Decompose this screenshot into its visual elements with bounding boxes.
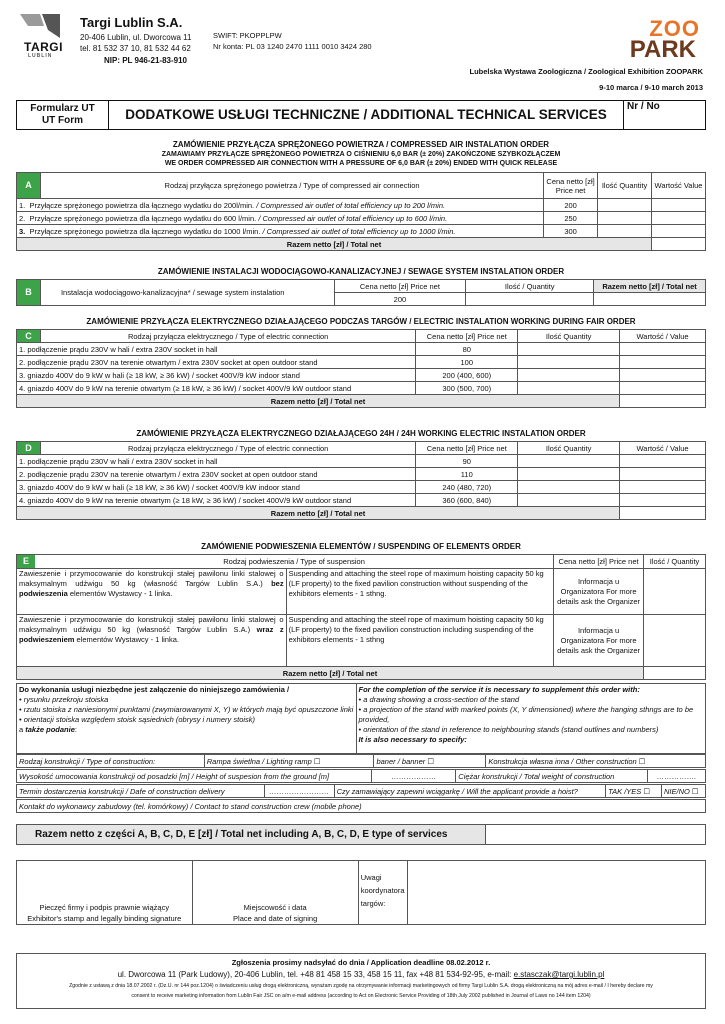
- section-d-col-value: Wartość / Value: [620, 442, 706, 455]
- footer-contact: [16, 970, 706, 979]
- section-a-subtitle-en: WE ORDER COMPRESSED AIR CONNECTION WITH A PRESSURE OF 6,0 BAR (± 20%) ENDED WITH QUICK RELEASE: [164, 160, 558, 167]
- signature-table: [16, 860, 706, 925]
- section-b-letter: B: [17, 280, 41, 306]
- row-text-pl: [17, 615, 287, 667]
- stamp-label-en: Exhibitor's stamp and legally binding signature: [27, 914, 182, 923]
- qty-input[interactable]: [518, 455, 620, 468]
- section-c-table: [16, 329, 706, 408]
- requirement-item: • rzutu stoiska z naniesionymi punktami (zwymiarowanymi X, Y) w których mają być opuszczone linki: [19, 705, 354, 714]
- section-e-title: [16, 542, 706, 551]
- row-price: 80: [416, 343, 518, 356]
- row-text: 1. podłączenie prądu 230V w hali / extra 230V socket in hall: [17, 343, 416, 356]
- pl-also-a: a: [19, 725, 26, 734]
- section-e-col-price: Cena netto [zł] Price net: [554, 555, 644, 569]
- qty-input[interactable]: [644, 569, 706, 615]
- construction-type-label: Rodzaj konstrukcji / Type of construction:: [17, 755, 205, 768]
- value-input[interactable]: [652, 225, 706, 238]
- requirement-item-text: rysunku przekroju stoiska: [23, 695, 109, 704]
- section-a-title: ZAMÓWIENIE PRZYŁĄCZA SPRĘŻONEGO POWIETRZA / COMPRESSED AIR INSTALATION ORDER: [172, 140, 550, 149]
- section-d-col-type: Rodzaj przyłącza elektrycznego / Type of electric connection: [40, 442, 415, 455]
- row-price: 250: [544, 212, 598, 225]
- section-d-col-qty: Ilość Quantity: [518, 442, 620, 455]
- value-input[interactable]: [620, 369, 706, 382]
- table-row: [17, 481, 706, 494]
- section-c-total-input[interactable]: [620, 395, 706, 408]
- delivery-term-label: Termin dostarczenia konstrukcji / Dafe of construction delivery: [17, 785, 265, 798]
- bank-account: Nr konta: PL 03 1240 2470 1111 0010 3424 280: [213, 42, 372, 51]
- section-b-title: ZAMÓWIENIE INSTALACJI WODOCIĄGOWO-KANALIZACYJNEJ / SEWAGE SYSTEM INSTALATION ORDER: [157, 267, 565, 276]
- exhibition-name: Lubelska Wystawa Zoologiczna / Zoological Exhibition ZOOPARK: [469, 67, 703, 76]
- coordinator-label-3: targów:: [360, 899, 386, 908]
- company-name: Targi Lublin S.A.: [80, 15, 183, 30]
- pl-also-c: :: [74, 725, 77, 734]
- row-price: 110: [416, 468, 518, 481]
- qty-input[interactable]: [518, 343, 620, 356]
- place-label-pl: Miejscowość i data: [243, 903, 307, 912]
- qty-input[interactable]: [518, 382, 620, 395]
- footer-deadline: Zgłoszenia prosimy nadsyłać do dnia / Application deadline 08.02.2012 r.: [231, 958, 491, 967]
- form-label-en: UT Form: [41, 115, 84, 126]
- company-phone: tel. 81 532 37 10, 81 532 44 62: [80, 44, 191, 53]
- row-text-pl: [17, 569, 287, 615]
- delivery-term-input[interactable]: ……………………: [264, 785, 334, 798]
- section-b-col-total: Razem netto [zł] / Total net: [594, 280, 706, 293]
- row-text-pl-c: elementów Wystawcy - 1 linka.: [67, 589, 173, 598]
- row-text: 3. gniazdo 400V do 9 kW w hali (≥ 18 kW, ≥ 36 kW) / socket 400V/9 kW indoor stand: [17, 369, 416, 382]
- row-price: 90: [416, 455, 518, 468]
- row-text-pl: Przyłącze sprężonego powietrza dla łącznego wydatku do 200l/min.: [29, 200, 255, 210]
- row-number: 2.: [19, 213, 26, 223]
- hoist-label: Czy zamawiający zapewni wciągarkę / Will the applicant provide a hoist?: [334, 785, 606, 798]
- section-e-total-label: Razem netto [zł] / Total net: [17, 667, 644, 680]
- requirement-item: • rysunku przekroju stoiska: [19, 695, 109, 704]
- section-b-col-qty: Ilość / Quantity: [466, 280, 594, 293]
- qty-input[interactable]: [598, 212, 652, 225]
- requirements-pl: [17, 684, 357, 754]
- section-e-title-pl: ZAMÓWIENIE PODWIESZENIA ELEMENTÓW /: [201, 542, 378, 551]
- row-text-pl: Przyłącze sprężonego powietrza dla łącznego wydatku do 1000 l/min.: [29, 226, 261, 236]
- summary-total-input[interactable]: [486, 825, 706, 845]
- section-d-table: [16, 441, 706, 520]
- row-text-en: / Compressed air outlet of total efficiency up to 600 l/min.: [256, 213, 448, 223]
- requirement-item: • a projection of the stand with marked points (X, Y dimensioned) where the hanging sthngs are to be provided,: [358, 705, 694, 724]
- form-title: DODATKOWE USŁUGI TECHNICZNE / ADDITIONAL TECHNICAL SERVICES: [125, 107, 607, 122]
- table-row: [17, 615, 706, 667]
- weight-input[interactable]: …………….: [648, 770, 706, 783]
- zoopark-logo-bottom: PARK: [629, 36, 696, 63]
- row-price: 200 (400, 600): [416, 369, 518, 382]
- lighting-ramp-checkbox[interactable]: Rampa świetlna / Lighting ramp ☐: [204, 755, 374, 768]
- zoopark-logo: [620, 18, 700, 62]
- row-text: 1. podłączenie prądu 230V w hali / extra 230V socket in hall: [17, 455, 416, 468]
- requirement-item-text: a drawing showing a cross-section of the stand: [363, 695, 520, 704]
- section-a-col-type: Rodzaj przyłącza sprężonego powietrza / Type of compressed air connection: [40, 173, 543, 199]
- section-c-letter: C: [17, 330, 41, 343]
- value-input[interactable]: [620, 343, 706, 356]
- footer-legal-2: consent to receive marketing information from Lublin Fair JSC on a/m e-mail address (according to Act on Electronic Service Providing of 18th July 2002 published in Journal of Laws no 144 item 1204): [131, 993, 591, 999]
- row-text-pl-a: Zawieszenie i przymocowanie do konstrukcji stałej pawilonu linki stalowej o maksymalnym udźwigu 50 kg (własność Targów Lublin S.A.): [19, 569, 284, 588]
- height-weight-table: [16, 769, 706, 783]
- table-row: [17, 494, 706, 507]
- row-text-pl-b: wraz z podwieszeniem: [19, 625, 284, 644]
- requirements-en-also: It is also necessary to specify:: [358, 735, 467, 744]
- section-d-title: ZAMÓWIENIE PRZYŁĄCZA ELEKTRYCZNEGO DZIAŁAJĄCEGO 24H / 24H WORKING ELECTRIC INSTALATION ORDER: [136, 429, 586, 438]
- section-b-qty-input[interactable]: [466, 293, 594, 306]
- section-b-total-input[interactable]: [594, 293, 706, 306]
- banner-checkbox[interactable]: baner / banner ☐: [374, 755, 486, 768]
- height-input[interactable]: ………………: [372, 770, 456, 783]
- value-input[interactable]: [652, 212, 706, 225]
- contact-crew-field[interactable]: Kontakt do wykonawcy zabudowy (tel. komórkowy) / Contact to stand construction crew (mobile phone): [17, 800, 706, 813]
- coordinator-label-2: koordynatora: [360, 886, 405, 895]
- construction-table: [16, 754, 706, 768]
- form-label-pl: Formularz UT: [30, 103, 95, 114]
- qty-input[interactable]: [518, 494, 620, 507]
- section-e-title-en: SUSPENDING OF ELEMENTS ORDER: [377, 542, 521, 551]
- row-price: 300 (500, 700): [416, 382, 518, 395]
- requirements-pl-also: [19, 725, 354, 735]
- summary-total-label: Razem netto z części A, B, C, D, E [zł] / Total net including A, B, C, D, E type of services: [17, 825, 486, 845]
- section-a-subtitle-pl: ZAMAWIAMY PRZYŁĄCZE SPRĘŻONEGO POWIETRZA O CIŚNIENIU 6,0 BAR (± 20%) ZAKOŃCZONE SZYBKOZŁĄCZEM: [161, 151, 561, 158]
- hoist-yes-checkbox[interactable]: TAK /YES ☐: [606, 785, 662, 798]
- section-c-col-type: Rodzaj przyłącza elektrycznego / Type of electric connection: [40, 330, 415, 343]
- requirement-item-text: rzutu stoiska z naniesionymi punktami (zwymiarowanymi X, Y) w których mają być opuszczone linki: [23, 705, 354, 714]
- row-number: 1.: [19, 200, 26, 210]
- row-text-en: Suspending and attaching the steel rope of maximum hoisting capacity 50 kg (LF property) to the fixed pavilion construction including suspending of the exhibitors elements - 1 sthng: [286, 615, 554, 667]
- stamp-label-pl: Pieczęć firmy i podpis prawnie wiążący: [39, 903, 170, 912]
- qty-input[interactable]: [518, 468, 620, 481]
- qty-input[interactable]: [598, 199, 652, 212]
- footer-legal-1: Zgodnie z ustawą z dnia 18.07.2002 r. (Dz.U. nr 144 poz.1204) o świadczeniu usług drogą elektroniczną, wyrażam zgodę na otrzymywanie informacji marketingowych od firmy Targi Lublin S.A. drogą elektroniczną na mój adres e-mail / I hereby declare my: [69, 983, 653, 989]
- qty-input[interactable]: [518, 481, 620, 494]
- own-construction-checkbox[interactable]: Konstrukcja własna inna / Other construction ☐: [486, 755, 706, 768]
- section-d-total-input[interactable]: [620, 507, 706, 520]
- row-text: 2. podłączenie prądu 230V na terenie otwartym / extra 230V socket at open outdoor stand: [17, 468, 416, 481]
- section-e-col-type: Rodzaj podwieszenia / Type of suspension: [223, 557, 365, 566]
- place-date-field[interactable]: [192, 861, 358, 925]
- value-input[interactable]: [620, 455, 706, 468]
- row-price: Informacja u Organizatora For more details ask the Organizer: [554, 569, 644, 615]
- section-d-col-price: Cena netto [zł] Price net: [416, 442, 518, 455]
- row-text: 4. gniazdo 400V do 9 kW na terenie otwartym (≥ 18 kW, ≥ 36 kW) / socket 400V/9 kW outdoor stand: [17, 382, 416, 395]
- section-c-col-qty: Ilość Quantity: [518, 330, 620, 343]
- table-row: [17, 455, 706, 468]
- table-row: [17, 225, 706, 238]
- summary-table: [16, 824, 706, 845]
- requirement-item: • a drawing showing a cross-section of the stand: [358, 695, 520, 704]
- qty-input[interactable]: [598, 225, 652, 238]
- section-a-col-value: Wartość Value: [652, 173, 706, 199]
- table-row: [17, 212, 706, 225]
- value-input[interactable]: [652, 199, 706, 212]
- targi-logo-text: TARGI: [24, 40, 63, 54]
- form-label: [17, 101, 109, 129]
- section-c-total-label: Razem netto [zł] / Total net: [17, 395, 620, 408]
- qty-input[interactable]: [644, 615, 706, 667]
- row-text: 4. gniazdo 400V do 9 kW na terenie otwartym (≥ 18 kW, ≥ 36 kW) / socket 400V/9 kW outdoor stand: [17, 494, 416, 507]
- row-text-pl-a: Zawieszenie i przymocowanie do konstrukcji stałej pawilonu linki stalowej o maksymalnym udźwigu 50 kg (własność Targów Lublin S.A.): [19, 615, 284, 634]
- section-a-col-price: Cena netto [zł] Price net: [544, 173, 598, 199]
- delivery-table: [16, 784, 706, 798]
- coordinator-notes-field[interactable]: [407, 861, 706, 925]
- section-c-title: ZAMÓWIENIE PRZYŁĄCZA ELEKTRYCZNEGO DZIAŁAJĄCEGO PODCZAS TARGÓW / ELECTRIC INSTALATION WORKING DURING FAIR ORDER: [86, 317, 636, 326]
- form-header: [16, 100, 706, 130]
- requirement-item-text: orientacji stoiska względem stoisk sąsiednich (obrysy i numery stoisk): [23, 715, 256, 724]
- row-price: 100: [416, 356, 518, 369]
- swift-code: SWIFT: PKOPPLPW: [213, 31, 282, 40]
- table-row: [17, 569, 706, 615]
- table-row: [17, 343, 706, 356]
- section-c-col-price: Cena netto [zł] Price net: [416, 330, 518, 343]
- section-b-label: Instalacja wodociągowo-kanalizacyjna* / sewage system instalation: [40, 280, 334, 306]
- section-a-col-qty: Ilość Quantity: [598, 173, 652, 199]
- row-price: 200: [544, 199, 598, 212]
- value-input[interactable]: [620, 382, 706, 395]
- row-text: 3. gniazdo 400V do 9 kW w hali (≥ 18 kW, ≥ 36 kW) / socket 400V/9 kW indoor stand: [17, 481, 416, 494]
- weight-label: Ciężar konstrukcji / Total weight of construction: [456, 770, 648, 783]
- row-price: 240 (480, 720): [416, 481, 518, 494]
- value-input[interactable]: [620, 356, 706, 369]
- section-a-total-input[interactable]: [652, 238, 706, 251]
- targi-logo-subtext: LUBLIN: [28, 53, 53, 59]
- section-b-table: [16, 279, 706, 306]
- value-input[interactable]: [620, 481, 706, 494]
- section-b-price: 200: [334, 293, 466, 306]
- section-e-letter: E: [17, 555, 35, 568]
- section-e-col-qty: Ilość / Quantity: [644, 555, 706, 569]
- section-e-total-input[interactable]: [644, 667, 706, 680]
- value-input[interactable]: [620, 468, 706, 481]
- requirements-pl-title: Do wykonania usługi niezbędne jest załączenie do niniejszego zamówienia /: [19, 685, 290, 694]
- company-nip: NIP: PL 946-21-83-910: [104, 56, 188, 65]
- qty-input[interactable]: [518, 369, 620, 382]
- section-d-total-label: Razem netto [zł] / Total net: [17, 507, 620, 520]
- row-price: 300: [544, 225, 598, 238]
- section-e-table: [16, 554, 706, 680]
- row-price: Informacja u Organizatora For more details ask the Organizer: [554, 615, 644, 667]
- section-a-total-label: Razem netto [zł] / Total net: [17, 238, 652, 251]
- table-row: [17, 382, 706, 395]
- height-label: Wysokość umocowania konstrukcji od posadzki [m] / Height of suspesion from the ground [m]: [17, 770, 372, 783]
- coordinator-notes-label: [358, 861, 407, 925]
- row-text-en: / Compressed air outlet of total efficiency up to 1000 l/min.: [260, 226, 456, 236]
- requirement-item-text: a projection of the stand with marked points (X, Y dimensioned) where the hanging sthngs are to be provided,: [358, 705, 694, 724]
- row-text-pl-c: elementów Wystawcy - 1 linka.: [74, 635, 179, 644]
- section-b-col-price: Cena netto [zł] Price net: [334, 280, 466, 293]
- contact-table: [16, 799, 706, 813]
- table-row: [17, 369, 706, 382]
- place-label-en: Place and date of signing: [233, 914, 318, 923]
- requirements-en-title: For the completion of the service it is necessary to supplement this order with:: [358, 685, 640, 694]
- row-text-pl-b: bez podwieszenia: [19, 579, 284, 598]
- footer-contact-text: ul. Dworcowa 11 (Park Ludowy), 20-406 Lublin, tel. +48 81 458 15 33, 458 15 11, fax +48 81 534-92-95, e-mail:: [117, 970, 514, 979]
- coordinator-label-1: Uwagi: [360, 873, 382, 882]
- requirements-table: [16, 683, 706, 754]
- section-d-letter: D: [17, 442, 41, 455]
- section-a-letter: A: [17, 173, 41, 199]
- table-row: [17, 199, 706, 212]
- requirements-en: [356, 684, 705, 754]
- row-text-pl: Przyłącze sprężonego powietrza dla łącznego wydatku do 600 l/min.: [29, 213, 257, 223]
- form-number[interactable]: Nr / No: [623, 101, 705, 129]
- section-a-table: [16, 172, 706, 251]
- exhibition-dates: 9-10 marca / 9-10 march 2013: [599, 83, 703, 92]
- row-text-en: Suspending and attaching the steel rope of maximum hoisting capacity 50 kg (LF property) to the fixed pavilion construction without suspending of the exhibitors elements - 1 sthng.: [286, 569, 554, 615]
- row-number: 3.: [19, 226, 26, 236]
- table-row: [17, 356, 706, 369]
- qty-input[interactable]: [518, 356, 620, 369]
- stamp-signature-field[interactable]: [17, 861, 193, 925]
- footer-email-link[interactable]: e.stasczak@targi.lublin.pl: [513, 970, 605, 979]
- row-text: 2. podłączenie prądu 230V na terenie otwartym / extra 230V socket at open outdoor stand: [17, 356, 416, 369]
- company-address: 20-406 Lublin, ul. Dworcowa 11: [80, 33, 192, 42]
- table-row: [17, 468, 706, 481]
- value-input[interactable]: [620, 494, 706, 507]
- hoist-no-checkbox[interactable]: NIE/NO ☐: [662, 785, 706, 798]
- row-price: 360 (600, 840): [416, 494, 518, 507]
- row-text-en: / Compressed air outlet of total efficiency up to 200 l/min.: [254, 200, 446, 210]
- pl-also-b: także podanie: [25, 725, 75, 734]
- requirement-item: • orientacji stoiska względem stoisk sąsiednich (obrysy i numery stoisk): [19, 715, 256, 724]
- zoopark-logo-top: ZOO: [649, 16, 700, 41]
- requirement-item-text: orientation of the stand in reference to neighbouring stands (stand outlines and numbers): [363, 725, 659, 734]
- section-c-col-value: Wartość / Value: [620, 330, 706, 343]
- requirement-item: • orientation of the stand in reference to neighbouring stands (stand outlines and numbers): [358, 725, 659, 734]
